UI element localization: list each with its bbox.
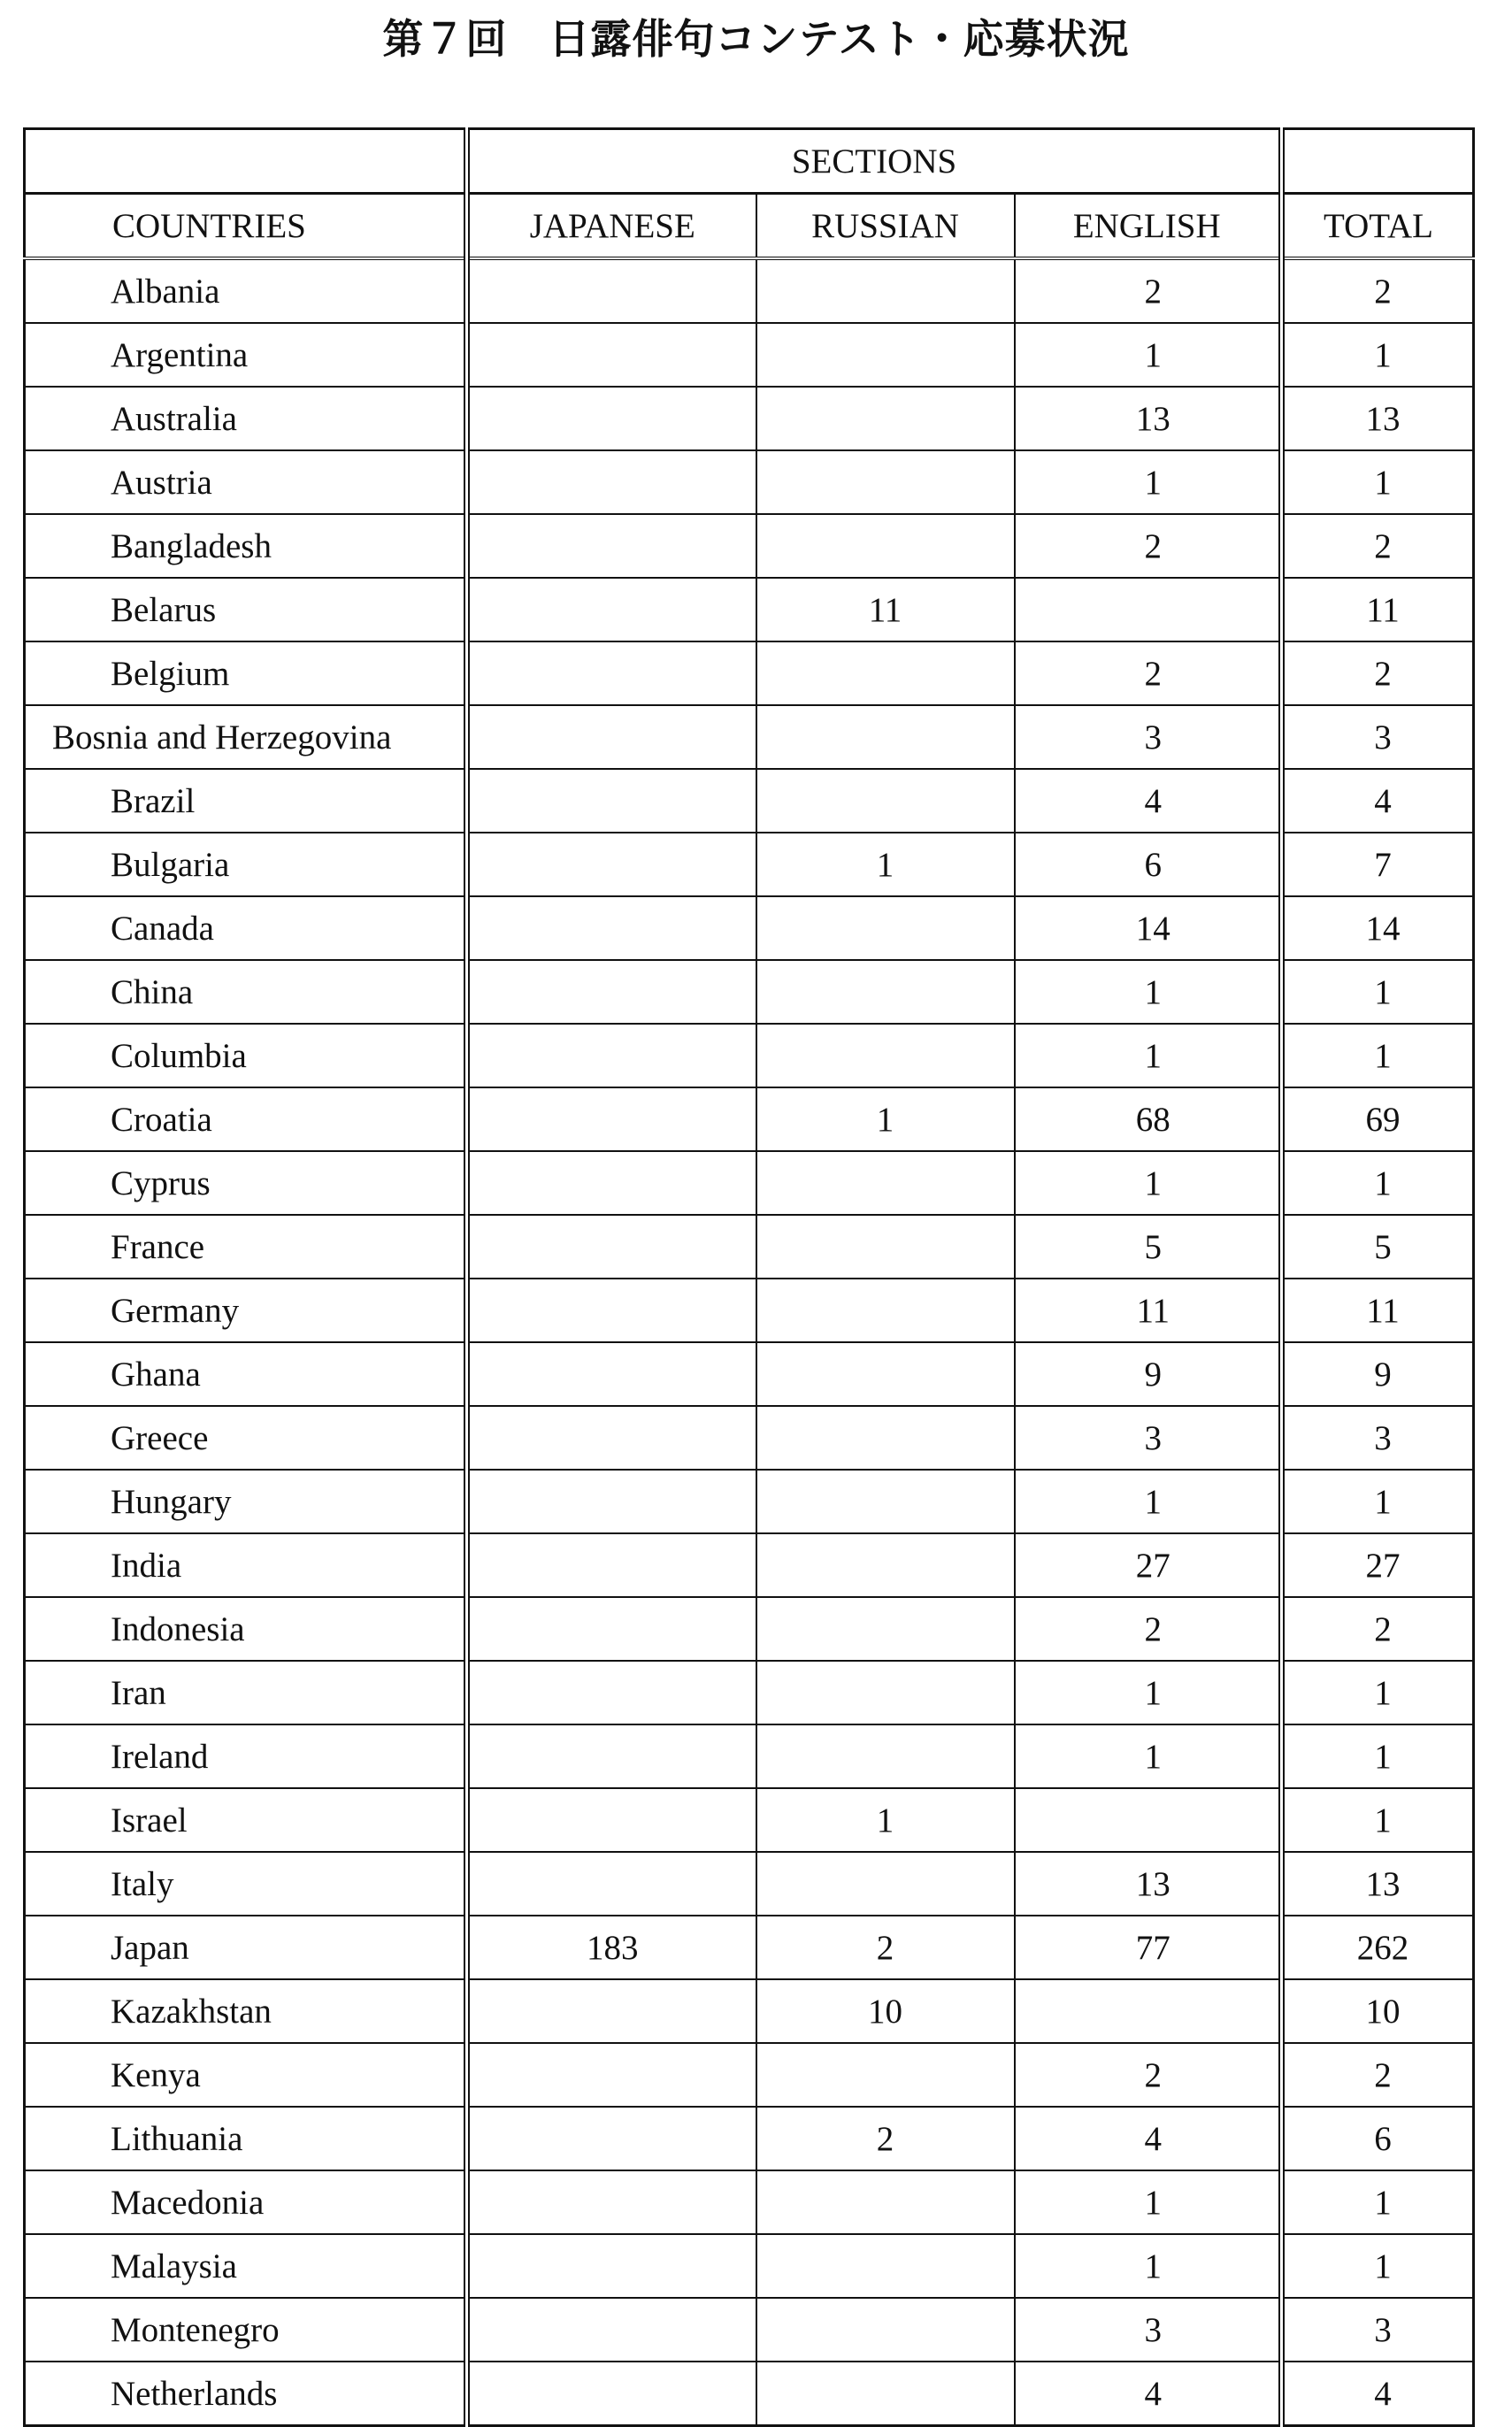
japanese-cell: [467, 1852, 756, 1916]
english-cell: 11: [1015, 1279, 1282, 1342]
table-row: [25, 896, 1474, 960]
table-row: [25, 833, 1474, 896]
table-row: [25, 2234, 1474, 2298]
japanese-cell: [467, 450, 756, 514]
japanese-cell: [467, 2234, 756, 2298]
russian-cell: [756, 1215, 1015, 1279]
japanese-cell: [467, 514, 756, 578]
russian-cell: 1: [756, 1788, 1015, 1852]
russian-cell: [756, 1342, 1015, 1406]
table-row: [25, 1470, 1474, 1533]
japanese-cell: [467, 323, 756, 387]
japanese-cell: [467, 2298, 756, 2362]
english-cell: 1: [1015, 1024, 1282, 1087]
russian-cell: [756, 769, 1015, 833]
japanese-cell: [467, 578, 756, 641]
table-row: [25, 387, 1474, 450]
country-cell: Bulgaria: [25, 833, 467, 896]
table-row: [25, 323, 1474, 387]
total-cell: 2: [1282, 2043, 1474, 2107]
russian-cell: [756, 2362, 1015, 2426]
russian-cell: [756, 2170, 1015, 2234]
english-cell: 1: [1015, 1470, 1282, 1533]
english-cell: 13: [1015, 387, 1282, 450]
table-row: [25, 1661, 1474, 1724]
entries-table: [23, 127, 1475, 2427]
country-cell: Iran: [25, 1661, 467, 1724]
country-cell: Ghana: [25, 1342, 467, 1406]
japanese-cell: [467, 1597, 756, 1661]
japanese-cell: [467, 833, 756, 896]
total-cell: 262: [1282, 1916, 1474, 1979]
country-cell: Belarus: [25, 578, 467, 641]
russian-cell: 1: [756, 1087, 1015, 1151]
total-cell: 13: [1282, 1852, 1474, 1916]
table-row: [25, 1597, 1474, 1661]
english-cell: 1: [1015, 1724, 1282, 1788]
table-row: [25, 2043, 1474, 2107]
russian-cell: [756, 705, 1015, 769]
total-cell: 1: [1282, 1470, 1474, 1533]
table-row: [25, 2107, 1474, 2170]
table-row: [25, 514, 1474, 578]
russian-cell: 11: [756, 578, 1015, 641]
russian-cell: [756, 1279, 1015, 1342]
total-cell: 3: [1282, 705, 1474, 769]
japanese-cell: [467, 769, 756, 833]
country-cell: Brazil: [25, 769, 467, 833]
total-cell: 9: [1282, 1342, 1474, 1406]
english-cell: 77: [1015, 1916, 1282, 1979]
english-cell: 3: [1015, 705, 1282, 769]
english-cell: [1015, 578, 1282, 641]
japanese-cell: [467, 1724, 756, 1788]
english-cell: 4: [1015, 2362, 1282, 2426]
russian-cell: [756, 641, 1015, 705]
russian-cell: [756, 514, 1015, 578]
country-cell: Albania: [25, 258, 467, 323]
header-blank-cell: [1282, 129, 1474, 194]
total-cell: 69: [1282, 1087, 1474, 1151]
country-cell: Japan: [25, 1916, 467, 1979]
country-cell: Montenegro: [25, 2298, 467, 2362]
english-cell: 14: [1015, 896, 1282, 960]
japanese-cell: [467, 1279, 756, 1342]
table-row: [25, 1916, 1474, 1979]
total-cell: 14: [1282, 896, 1474, 960]
japanese-cell: [467, 1470, 756, 1533]
english-cell: 1: [1015, 960, 1282, 1024]
japanese-cell: [467, 387, 756, 450]
table-row: [25, 2170, 1474, 2234]
russian-cell: 10: [756, 1979, 1015, 2043]
russian-cell: [756, 258, 1015, 323]
russian-cell: [756, 960, 1015, 1024]
country-cell: Cyprus: [25, 1151, 467, 1215]
country-cell: Israel: [25, 1788, 467, 1852]
english-cell: 5: [1015, 1215, 1282, 1279]
country-cell: Ireland: [25, 1724, 467, 1788]
table-row: [25, 1087, 1474, 1151]
table-row: [25, 578, 1474, 641]
column-header-japanese: JAPANESE: [467, 194, 756, 259]
country-cell: Italy: [25, 1852, 467, 1916]
total-cell: 1: [1282, 1788, 1474, 1852]
country-cell: Lithuania: [25, 2107, 467, 2170]
country-cell: Canada: [25, 896, 467, 960]
country-cell: Australia: [25, 387, 467, 450]
column-header-russian: RUSSIAN: [756, 194, 1015, 259]
english-cell: 1: [1015, 450, 1282, 514]
table-row: [25, 1342, 1474, 1406]
japanese-cell: [467, 1533, 756, 1597]
japanese-cell: [467, 2362, 756, 2426]
total-cell: 1: [1282, 2170, 1474, 2234]
country-cell: Croatia: [25, 1087, 467, 1151]
english-cell: 1: [1015, 323, 1282, 387]
english-cell: [1015, 1979, 1282, 2043]
total-cell: 2: [1282, 258, 1474, 323]
total-cell: 13: [1282, 387, 1474, 450]
column-header-total: TOTAL: [1282, 194, 1474, 259]
japanese-cell: [467, 1406, 756, 1470]
japanese-cell: [467, 2107, 756, 2170]
japanese-cell: 183: [467, 1916, 756, 1979]
table-row: [25, 1215, 1474, 1279]
total-cell: 1: [1282, 450, 1474, 514]
total-cell: 4: [1282, 2362, 1474, 2426]
country-cell: Hungary: [25, 1470, 467, 1533]
country-cell: Malaysia: [25, 2234, 467, 2298]
japanese-cell: [467, 1087, 756, 1151]
english-cell: 4: [1015, 2107, 1282, 2170]
japanese-cell: [467, 2043, 756, 2107]
table-row: [25, 705, 1474, 769]
english-cell: 3: [1015, 2298, 1282, 2362]
total-cell: 1: [1282, 1661, 1474, 1724]
country-cell: Indonesia: [25, 1597, 467, 1661]
japanese-cell: [467, 960, 756, 1024]
country-cell: Belgium: [25, 641, 467, 705]
russian-cell: [756, 2043, 1015, 2107]
total-cell: 10: [1282, 1979, 1474, 2043]
column-header-countries: COUNTRIES: [25, 194, 467, 259]
table-row: [25, 1852, 1474, 1916]
sections-header: SECTIONS: [467, 129, 1282, 194]
total-cell: 2: [1282, 1597, 1474, 1661]
russian-cell: [756, 323, 1015, 387]
japanese-cell: [467, 896, 756, 960]
total-cell: 5: [1282, 1215, 1474, 1279]
table-row: [25, 960, 1474, 1024]
english-cell: 1: [1015, 2170, 1282, 2234]
table-row: [25, 450, 1474, 514]
japanese-cell: [467, 641, 756, 705]
russian-cell: [756, 2298, 1015, 2362]
table-row: [25, 1151, 1474, 1215]
english-cell: 2: [1015, 258, 1282, 323]
total-cell: 7: [1282, 833, 1474, 896]
japanese-cell: [467, 258, 756, 323]
english-cell: 3: [1015, 1406, 1282, 1470]
english-cell: [1015, 1788, 1282, 1852]
russian-cell: [756, 1852, 1015, 1916]
table-row: [25, 641, 1474, 705]
total-cell: 1: [1282, 1024, 1474, 1087]
english-cell: 1: [1015, 1151, 1282, 1215]
russian-cell: 2: [756, 1916, 1015, 1979]
japanese-cell: [467, 1979, 756, 2043]
russian-cell: [756, 896, 1015, 960]
russian-cell: [756, 2234, 1015, 2298]
country-cell: Germany: [25, 1279, 467, 1342]
russian-cell: [756, 1597, 1015, 1661]
english-cell: 4: [1015, 769, 1282, 833]
group-header-row: [25, 129, 1474, 194]
japanese-cell: [467, 1661, 756, 1724]
english-cell: 1: [1015, 1661, 1282, 1724]
country-cell: Argentina: [25, 323, 467, 387]
table-row: [25, 769, 1474, 833]
total-cell: 6: [1282, 2107, 1474, 2170]
table-row: [25, 2362, 1474, 2426]
japanese-cell: [467, 1151, 756, 1215]
japanese-cell: [467, 1024, 756, 1087]
english-cell: 2: [1015, 514, 1282, 578]
russian-cell: [756, 450, 1015, 514]
russian-cell: [756, 1024, 1015, 1087]
total-cell: 27: [1282, 1533, 1474, 1597]
country-cell: Macedonia: [25, 2170, 467, 2234]
russian-cell: [756, 1470, 1015, 1533]
total-cell: 1: [1282, 323, 1474, 387]
table-row: [25, 2298, 1474, 2362]
country-cell: Bangladesh: [25, 514, 467, 578]
country-cell: Kenya: [25, 2043, 467, 2107]
english-cell: 1: [1015, 2234, 1282, 2298]
total-cell: 3: [1282, 1406, 1474, 1470]
page-title: 第７回 日露俳句コンテスト・応募状況: [382, 15, 1130, 63]
total-cell: 1: [1282, 1724, 1474, 1788]
table-row: [25, 1406, 1474, 1470]
total-cell: 3: [1282, 2298, 1474, 2362]
table-row: [25, 1724, 1474, 1788]
russian-cell: 2: [756, 2107, 1015, 2170]
english-cell: 2: [1015, 641, 1282, 705]
english-cell: 6: [1015, 833, 1282, 896]
japanese-cell: [467, 705, 756, 769]
country-cell: Kazakhstan: [25, 1979, 467, 2043]
total-cell: 11: [1282, 578, 1474, 641]
japanese-cell: [467, 1342, 756, 1406]
japanese-cell: [467, 1788, 756, 1852]
total-cell: 11: [1282, 1279, 1474, 1342]
japanese-cell: [467, 1215, 756, 1279]
russian-cell: [756, 387, 1015, 450]
english-cell: 13: [1015, 1852, 1282, 1916]
country-cell: Bosnia and Herzegovina: [25, 705, 467, 769]
russian-cell: [756, 1533, 1015, 1597]
japanese-cell: [467, 2170, 756, 2234]
english-cell: 68: [1015, 1087, 1282, 1151]
table-row: [25, 1979, 1474, 2043]
total-cell: 2: [1282, 514, 1474, 578]
english-cell: 27: [1015, 1533, 1282, 1597]
table-row: [25, 1279, 1474, 1342]
country-cell: India: [25, 1533, 467, 1597]
country-cell: Netherlands: [25, 2362, 467, 2426]
country-cell: Columbia: [25, 1024, 467, 1087]
country-cell: Greece: [25, 1406, 467, 1470]
country-cell: Austria: [25, 450, 467, 514]
table-row: [25, 1024, 1474, 1087]
russian-cell: [756, 1661, 1015, 1724]
country-cell: France: [25, 1215, 467, 1279]
total-cell: 4: [1282, 769, 1474, 833]
table-row: [25, 1788, 1474, 1852]
total-cell: 1: [1282, 2234, 1474, 2298]
country-cell: China: [25, 960, 467, 1024]
header-blank-cell: [25, 129, 467, 194]
column-header-english: ENGLISH: [1015, 194, 1282, 259]
russian-cell: [756, 1724, 1015, 1788]
table-row: [25, 1533, 1474, 1597]
table-row: [25, 258, 1474, 323]
russian-cell: [756, 1406, 1015, 1470]
english-cell: 2: [1015, 2043, 1282, 2107]
russian-cell: 1: [756, 833, 1015, 896]
russian-cell: [756, 1151, 1015, 1215]
total-cell: 2: [1282, 641, 1474, 705]
english-cell: 2: [1015, 1597, 1282, 1661]
total-cell: 1: [1282, 1151, 1474, 1215]
column-header-row: [25, 194, 1474, 259]
english-cell: 9: [1015, 1342, 1282, 1406]
total-cell: 1: [1282, 960, 1474, 1024]
